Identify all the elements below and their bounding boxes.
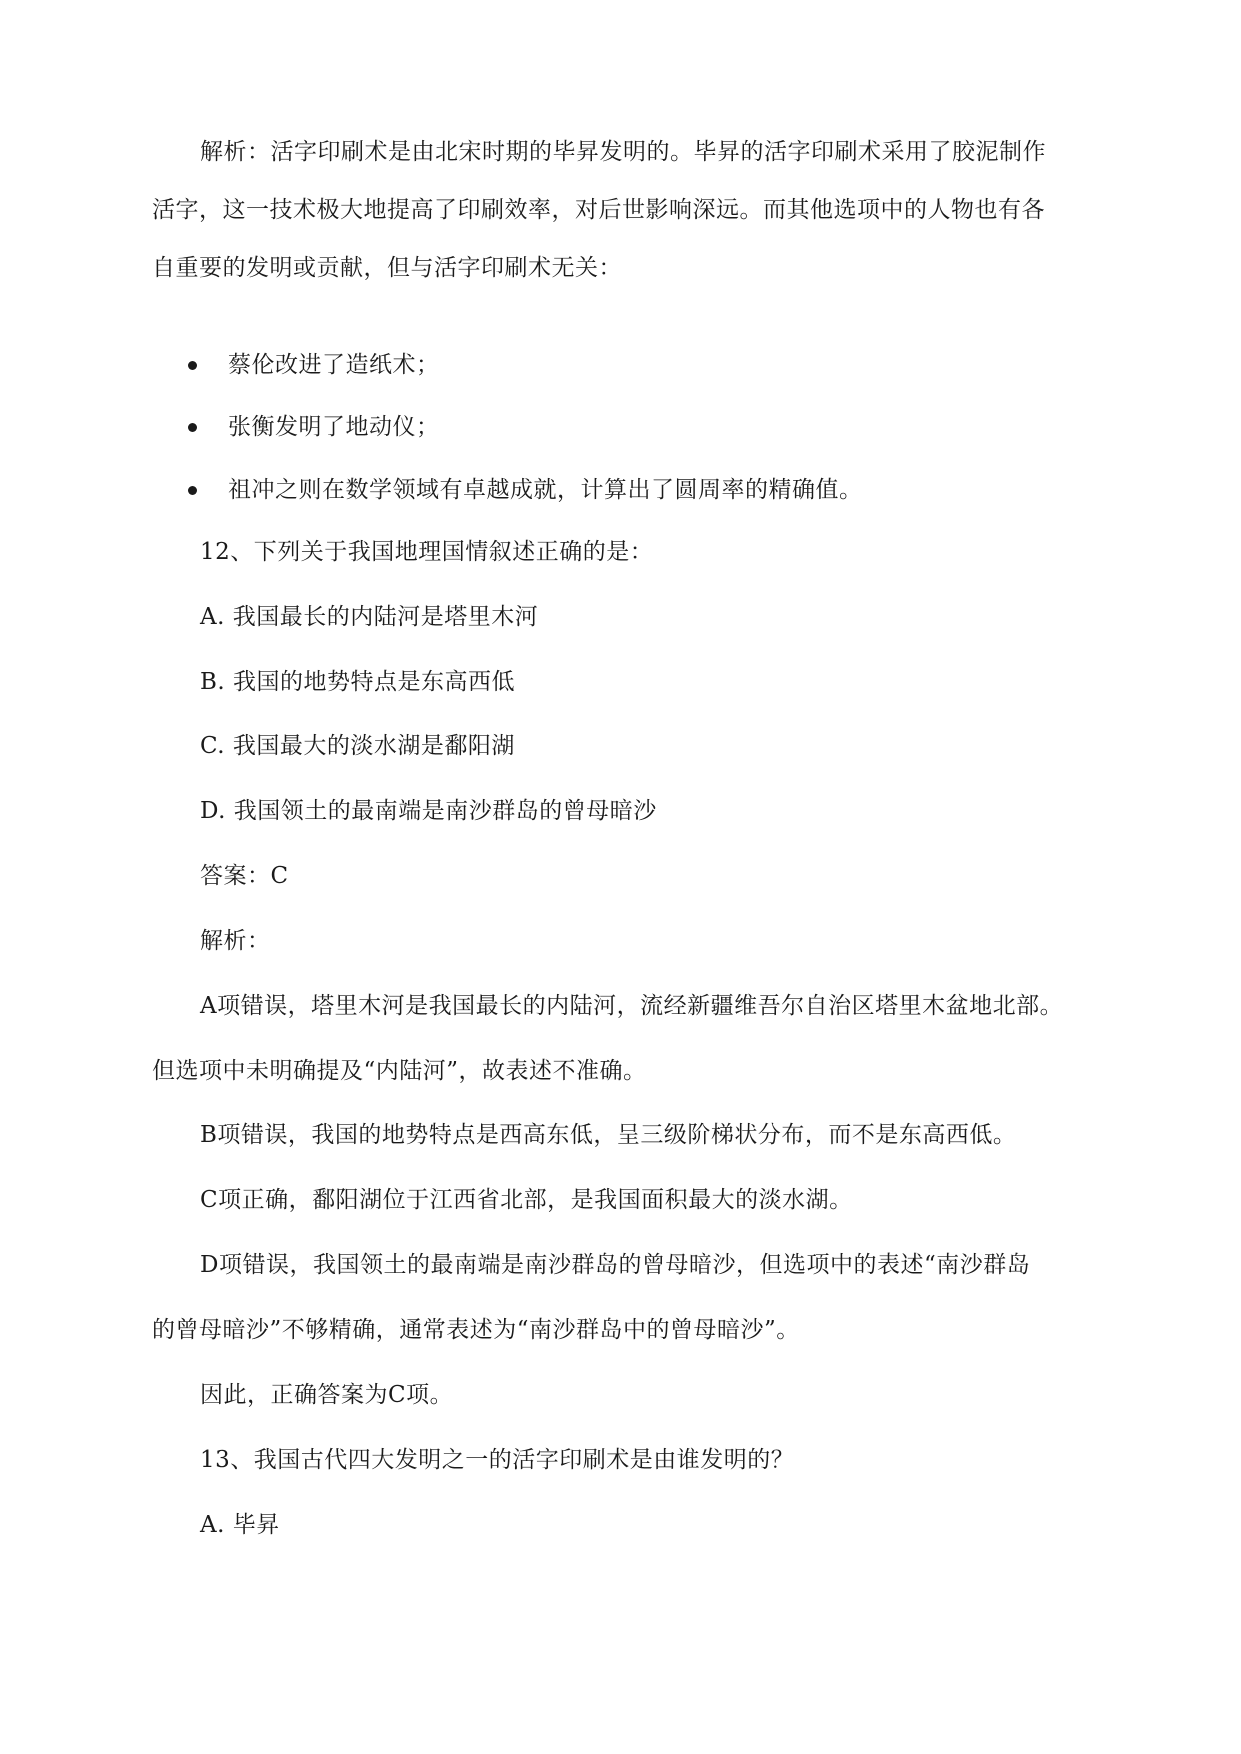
bullet-item-zuchongzhi: 祖冲之则在数学领域有卓越成就，计算出了圆周率的精确值。 [228, 477, 863, 503]
question-12-option-d: D. 我国领土的最南端是南沙群岛的曾母暗沙 [200, 798, 657, 824]
analysis-a-line-2: 但选项中未明确提及“内陆河”，故表述不准确。 [152, 1058, 647, 1084]
analysis-11-line-3: 自重要的发明或贡献，但与活字印刷术无关： [152, 255, 622, 281]
question-12-stem: 12、下列关于我国地理国情叙述正确的是： [200, 539, 654, 565]
analysis-11-line-2: 活字，这一技术极大地提高了印刷效率，对后世影响深远。而其他选项中的人物也有各 [152, 197, 1045, 223]
analysis-d-line-2: 的曾母暗沙”不够精确，通常表述为“南沙群岛中的曾母暗沙”。 [152, 1317, 800, 1343]
question-12-option-c: C. 我国最大的淡水湖是鄱阳湖 [200, 733, 515, 759]
question-12-option-a: A. 我国最长的内陆河是塔里木河 [200, 604, 539, 630]
question-13-option-a: A. 毕昇 [200, 1512, 280, 1538]
analysis-c: C项正确，鄱阳湖位于江西省北部，是我国面积最大的淡水湖。 [200, 1187, 853, 1213]
bullet-item-cailun: 蔡伦改进了造纸术； [228, 352, 440, 378]
analysis-a-line-1: A项错误，塔里木河是我国最长的内陆河，流经新疆维吾尔自治区塔里木盆地北部。 [200, 993, 1064, 1019]
analysis-b: B项错误，我国的地势特点是西高东低，呈三级阶梯状分布，而不是东高西低。 [200, 1122, 1017, 1148]
bullet-item-zhangheng: 张衡发明了地动仪； [228, 414, 440, 440]
bullet-dot [188, 361, 197, 370]
analysis-11-line-1: 解析：活字印刷术是由北宋时期的毕昇发明的。毕昇的活字印刷术采用了胶泥制作 [200, 139, 1046, 165]
question-13-stem: 13、我国古代四大发明之一的活字印刷术是由谁发明的？ [200, 1447, 795, 1473]
question-12-option-b: B. 我国的地势特点是东高西低 [200, 669, 516, 695]
question-12-answer: 答案：C [200, 863, 289, 889]
bullet-dot [188, 423, 197, 432]
question-12-analysis-label: 解析： [200, 928, 271, 954]
question-12-conclusion: 因此，正确答案为C项。 [200, 1382, 454, 1408]
bullet-dot [188, 486, 197, 495]
analysis-d-line-1: D项错误，我国领土的最南端是南沙群岛的曾母暗沙，但选项中的表述“南沙群岛 [200, 1252, 1031, 1278]
